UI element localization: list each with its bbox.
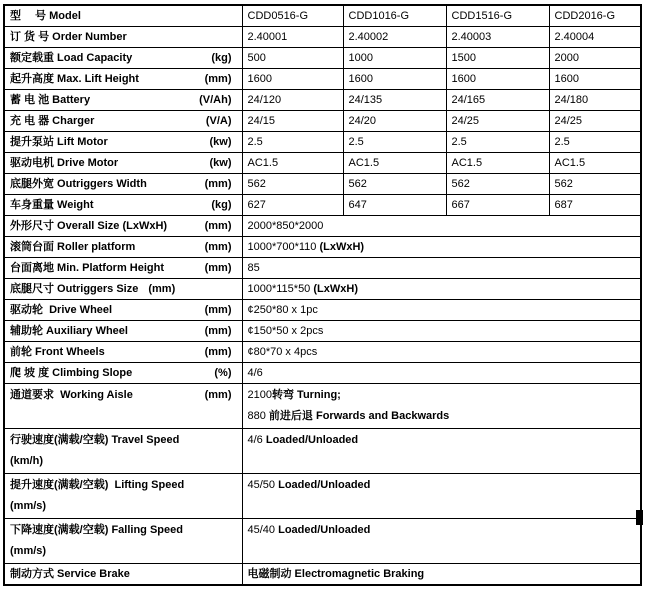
value-text: 1000*115*50 xyxy=(247,283,314,295)
row-unit-label: (mm) xyxy=(148,283,176,295)
value-text: 627 xyxy=(247,199,266,211)
value-text: 24/25 xyxy=(451,115,480,127)
row-unit-label: (%) xyxy=(214,367,232,379)
row-label-text: 型 号 Model xyxy=(10,10,81,22)
row-unit-label: (mm) xyxy=(204,389,232,401)
row-label-cell xyxy=(4,132,242,153)
value-line xyxy=(248,363,636,383)
row-unit-label: (kw) xyxy=(209,157,232,169)
value-text: 2.5 xyxy=(348,136,364,148)
value-cell xyxy=(242,153,343,174)
value-line xyxy=(248,564,636,584)
value-text: 24/135 xyxy=(348,94,383,106)
value-text: AC1.5 xyxy=(451,157,483,169)
row-unit-label: (mm/s) xyxy=(10,500,47,512)
table-row xyxy=(4,5,641,27)
row-unit-label: (mm) xyxy=(204,241,232,253)
row-label-text: 起升高度 Max. Lift Height xyxy=(10,73,139,85)
table-row xyxy=(4,429,641,474)
table-row xyxy=(4,27,641,48)
border-artifact xyxy=(636,510,643,525)
value-cell xyxy=(242,174,343,195)
value-cell xyxy=(242,48,343,69)
value-cell xyxy=(549,27,641,48)
row-label-wrap xyxy=(10,132,237,152)
table-row xyxy=(4,321,641,342)
value-line xyxy=(248,216,636,236)
row-label-text: 制动方式 Service Brake xyxy=(10,568,130,580)
row-label-wrap xyxy=(10,216,237,236)
row-label-wrap xyxy=(10,111,237,131)
value-text: CDD0516-G xyxy=(247,10,309,22)
value-cell-merged xyxy=(242,216,641,237)
value-text: 24/25 xyxy=(554,115,583,127)
value-text: 转弯 Turning; xyxy=(271,389,341,401)
value-text: 45/40 xyxy=(247,524,279,536)
value-cell-merged xyxy=(242,321,641,342)
value-text: 1000*700*110 xyxy=(247,241,320,253)
row-label-cell xyxy=(4,237,242,258)
row-label-text: 驱动轮 Drive Wheel xyxy=(10,304,113,316)
value-cell xyxy=(446,48,549,69)
value-cell xyxy=(343,69,446,90)
table-row xyxy=(4,174,641,195)
table-row xyxy=(4,111,641,132)
value-text: 2100 xyxy=(247,389,272,401)
row-label-cell xyxy=(4,258,242,279)
row-label-cell xyxy=(4,90,242,111)
value-text: 1000 xyxy=(348,52,373,64)
value-cell-merged xyxy=(242,258,641,279)
value-text: 前进后退 Forwards and Backwards xyxy=(268,410,450,422)
value-text: 1500 xyxy=(451,52,476,64)
value-cell xyxy=(446,90,549,111)
value-text: 4/6 xyxy=(247,367,263,379)
value-cell xyxy=(446,153,549,174)
value-cell xyxy=(242,5,343,27)
value-line xyxy=(248,385,636,406)
row-unit-label: (mm) xyxy=(204,304,232,316)
value-text: Loaded/Unloaded xyxy=(265,434,359,446)
value-text: 880 xyxy=(247,410,269,422)
value-line xyxy=(248,520,636,541)
table-row xyxy=(4,474,641,519)
table-row xyxy=(4,48,641,69)
row-unit-label: (mm) xyxy=(204,325,232,337)
table-row xyxy=(4,153,641,174)
value-text: ¢150*50 x 2pcs xyxy=(247,325,324,337)
row-label-cell xyxy=(4,27,242,48)
value-line xyxy=(248,342,636,362)
value-line xyxy=(248,475,636,496)
row-label-text: 前轮 Front Wheels xyxy=(10,346,105,358)
table-row xyxy=(4,195,641,216)
value-cell xyxy=(446,111,549,132)
value-text: 24/120 xyxy=(247,94,282,106)
row-label-wrap xyxy=(10,174,237,194)
row-label-text: 提升速度(满载/空载) Lifting Speed xyxy=(10,479,185,491)
row-label-wrap xyxy=(10,321,237,341)
row-label-wrap xyxy=(10,300,237,320)
value-cell xyxy=(343,48,446,69)
value-text: 2.40004 xyxy=(554,31,595,43)
value-line xyxy=(248,321,636,341)
value-cell xyxy=(549,111,641,132)
row-label-wrap xyxy=(10,69,237,89)
row-label-text: 辅助轮 Auxiliary Wheel xyxy=(10,325,128,337)
value-text: 2.40001 xyxy=(247,31,288,43)
row-label-cell xyxy=(4,216,242,237)
value-text: 647 xyxy=(348,199,367,211)
row-label-text: 驱动电机 Drive Motor xyxy=(10,157,119,169)
row-unit-label: (km/h) xyxy=(10,455,43,467)
value-text: 45/50 xyxy=(247,479,279,491)
value-text: 562 xyxy=(348,178,367,190)
value-line xyxy=(248,406,636,427)
row-unit-label: (mm) xyxy=(204,220,232,232)
row-label-wrap xyxy=(10,279,237,299)
value-text: 4/6 xyxy=(247,434,266,446)
value-text: 562 xyxy=(451,178,470,190)
value-text: AC1.5 xyxy=(348,157,380,169)
value-cell xyxy=(549,195,641,216)
value-cell xyxy=(343,111,446,132)
row-unit-label: (mm) xyxy=(204,262,232,274)
row-label-text: 台面离地 Min. Platform Height xyxy=(10,262,164,274)
value-cell xyxy=(446,27,549,48)
value-cell xyxy=(343,5,446,27)
table-row xyxy=(4,69,641,90)
value-text: (LxWxH) xyxy=(313,283,358,295)
row-label-wrap xyxy=(10,90,237,110)
value-cell xyxy=(242,69,343,90)
value-text: ¢250*80 x 1pc xyxy=(247,304,318,316)
row-label-text: 额定载重 Load Capacity xyxy=(10,52,133,64)
value-text: 2.40002 xyxy=(348,31,389,43)
table-row xyxy=(4,258,641,279)
row-label-cell xyxy=(4,519,242,564)
value-line xyxy=(248,258,636,278)
table-row xyxy=(4,384,641,429)
row-label-cell xyxy=(4,195,242,216)
row-label-cell xyxy=(4,48,242,69)
value-text: 24/180 xyxy=(554,94,589,106)
row-unit-label: (V/Ah) xyxy=(199,94,232,106)
value-text: 667 xyxy=(451,199,470,211)
value-cell xyxy=(549,174,641,195)
value-cell-merged xyxy=(242,279,641,300)
value-text: 1600 xyxy=(451,73,476,85)
row-label-wrap xyxy=(10,153,237,173)
row-unit-label: (kg) xyxy=(211,199,232,211)
row-label-cell xyxy=(4,342,242,363)
value-text: 2.5 xyxy=(451,136,467,148)
row-label-cell xyxy=(4,300,242,321)
value-text: AC1.5 xyxy=(247,157,279,169)
table-row xyxy=(4,363,641,384)
value-text: (LxWxH) xyxy=(319,241,365,253)
value-cell xyxy=(242,111,343,132)
value-cell xyxy=(343,174,446,195)
row-label-cell xyxy=(4,174,242,195)
value-cell xyxy=(549,90,641,111)
value-cell xyxy=(343,27,446,48)
value-cell xyxy=(446,132,549,153)
value-text: Loaded/Unloaded xyxy=(278,524,371,536)
row-label-cell xyxy=(4,384,242,429)
value-cell xyxy=(242,90,343,111)
row-label-text: 蓄 电 池 Battery xyxy=(10,94,91,106)
value-text: CDD1516-G xyxy=(451,10,513,22)
table-row xyxy=(4,279,641,300)
value-text: 562 xyxy=(554,178,573,190)
value-cell xyxy=(446,5,549,27)
value-text: CDD1016-G xyxy=(348,10,410,22)
value-cell xyxy=(343,195,446,216)
value-text: 24/15 xyxy=(247,115,276,127)
row-label-text: 通道要求 Working Aisle xyxy=(10,389,133,401)
table-row xyxy=(4,564,641,586)
value-text: 1600 xyxy=(348,73,373,85)
value-line xyxy=(248,279,636,299)
row-unit-label: (mm/s) xyxy=(10,545,47,557)
row-label-wrap xyxy=(10,258,237,278)
row-label-cell xyxy=(4,111,242,132)
value-cell-merged xyxy=(242,342,641,363)
row-label-cell xyxy=(4,5,242,27)
row-label-wrap xyxy=(10,237,237,257)
row-label-wrap xyxy=(10,195,237,215)
row-label-text: 车身重量 Weight xyxy=(10,199,94,211)
value-cell xyxy=(446,174,549,195)
value-cell xyxy=(549,5,641,27)
value-cell-merged xyxy=(242,519,641,564)
row-label-cell xyxy=(4,153,242,174)
row-label-cell xyxy=(4,279,242,300)
value-cell xyxy=(549,69,641,90)
table-row xyxy=(4,237,641,258)
row-unit-label: (kg) xyxy=(211,52,232,64)
value-text: 687 xyxy=(554,199,573,211)
row-label-text: 外形尺寸 Overall Size (LxWxH) xyxy=(10,220,168,232)
value-text: AC1.5 xyxy=(554,157,586,169)
value-cell xyxy=(549,153,641,174)
value-cell xyxy=(242,27,343,48)
value-cell xyxy=(343,153,446,174)
value-cell xyxy=(446,195,549,216)
row-label-text: 订 货 号 Order Number xyxy=(10,31,127,43)
value-text: 2.5 xyxy=(554,136,570,148)
table-row xyxy=(4,216,641,237)
row-label-text: 滚筒台面 Roller platform xyxy=(10,241,136,253)
table-row xyxy=(4,132,641,153)
value-text: 2000 xyxy=(554,52,579,64)
value-cell xyxy=(343,90,446,111)
value-cell-merged xyxy=(242,429,641,474)
row-label-wrap xyxy=(10,363,237,383)
row-label-wrap xyxy=(10,342,237,362)
row-unit-label: (V/A) xyxy=(205,115,232,127)
row-unit-label: (mm) xyxy=(204,73,232,85)
value-text: 562 xyxy=(247,178,266,190)
value-text: 24/20 xyxy=(348,115,377,127)
row-unit-label: (kw) xyxy=(209,136,232,148)
value-text: Loaded/Unloaded xyxy=(278,479,371,491)
value-text: 电磁制动 Electromagnetic Braking xyxy=(247,568,425,580)
value-text: ¢80*70 x 4pcs xyxy=(247,346,318,358)
row-label-cell xyxy=(4,564,242,586)
value-text: 24/165 xyxy=(451,94,486,106)
table-row xyxy=(4,342,641,363)
spec-table xyxy=(3,4,642,586)
value-cell xyxy=(549,132,641,153)
value-cell-merged xyxy=(242,384,641,429)
value-text: 500 xyxy=(247,52,266,64)
value-cell-merged xyxy=(242,300,641,321)
row-label-text: 充 电 器 Charger xyxy=(10,115,95,127)
row-unit-label: (mm) xyxy=(204,178,232,190)
value-line xyxy=(248,237,636,257)
value-cell xyxy=(549,48,641,69)
row-label-text: 下降速度(满载/空载) Falling Speed xyxy=(10,524,183,536)
value-text: 2.40003 xyxy=(451,31,492,43)
value-text: 2.5 xyxy=(247,136,263,148)
value-cell-merged xyxy=(242,237,641,258)
value-text: 2000*850*2000 xyxy=(247,220,324,232)
value-text: 1600 xyxy=(247,73,272,85)
row-label-wrap xyxy=(10,385,237,406)
table-row xyxy=(4,300,641,321)
value-text: 1600 xyxy=(554,73,579,85)
row-label-text: 底腿外宽 Outriggers Width xyxy=(10,178,147,190)
value-cell-merged xyxy=(242,474,641,519)
value-text: CDD2016-G xyxy=(554,10,616,22)
value-cell xyxy=(242,132,343,153)
row-unit-label: (mm) xyxy=(204,346,232,358)
row-label-cell xyxy=(4,363,242,384)
row-label-text: 行驶速度(满载/空载) Travel Speed xyxy=(10,434,180,446)
row-label-cell xyxy=(4,474,242,519)
value-text: 85 xyxy=(247,262,260,274)
value-line xyxy=(248,300,636,320)
value-cell xyxy=(242,195,343,216)
value-line xyxy=(248,430,636,451)
row-label-text: 底腿尺寸 Outriggers Size xyxy=(10,283,139,295)
value-cell xyxy=(446,69,549,90)
row-label-text: 爬 坡 度 Climbing Slope xyxy=(10,367,133,379)
value-cell-merged xyxy=(242,363,641,384)
value-cell-merged xyxy=(242,564,641,586)
table-row xyxy=(4,519,641,564)
table-row xyxy=(4,90,641,111)
row-label-text: 提升泵站 Lift Motor xyxy=(10,136,108,148)
row-label-cell xyxy=(4,69,242,90)
row-label-cell xyxy=(4,321,242,342)
row-label-wrap xyxy=(10,48,237,68)
row-label-cell xyxy=(4,429,242,474)
value-cell xyxy=(343,132,446,153)
